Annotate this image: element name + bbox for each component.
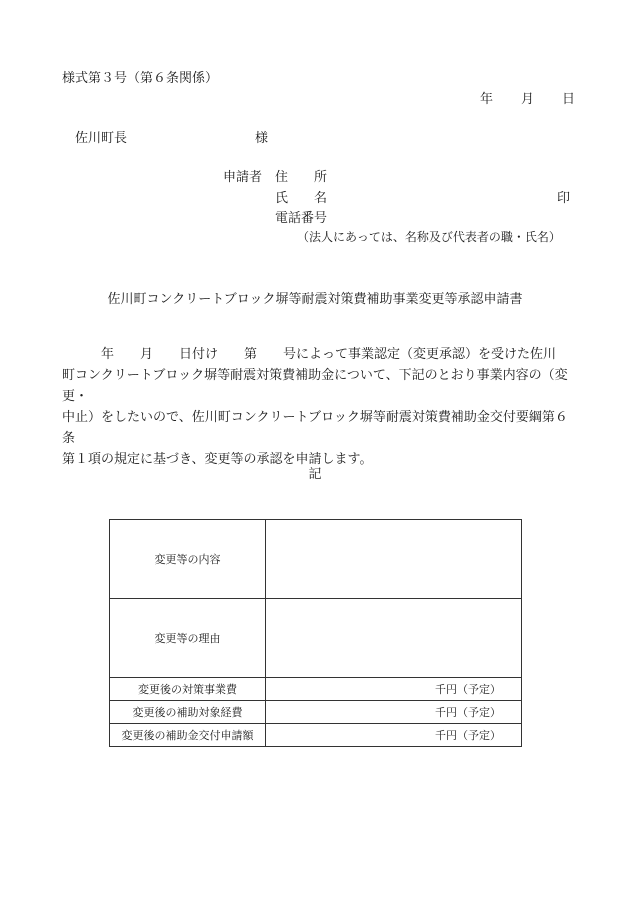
applicant-label: 申請者 [223, 170, 263, 185]
change-details-table [109, 519, 522, 747]
body-paragraph [62, 344, 572, 470]
body-line-1: 年 月 日付け 第 号によって事業認定（変更承認）を受けた佐川 [62, 347, 557, 362]
table-row [110, 678, 522, 701]
table-row [110, 520, 522, 599]
project-cost-value: 千円（予定） [266, 678, 522, 701]
change-reason-cell [266, 599, 522, 678]
body-line-3: 中止）をしたいので、佐川町コンクリートブロック塀等耐震対策費補助金交付要綱第６条 [62, 410, 568, 446]
body-line-4: 第１項の規定に基づき、変更等の承認を申請します。 [62, 452, 373, 467]
addressee-name: 佐川町長 [75, 131, 128, 146]
table-row [110, 599, 522, 678]
ki-heading: 記 [308, 467, 322, 482]
change-content-cell [266, 520, 522, 599]
date-month: 月 [521, 92, 535, 107]
eligible-expense-label: 変更後の補助対象経費 [110, 701, 266, 724]
subsidy-request-label: 変更後の補助金交付申請額 [110, 724, 266, 747]
project-cost-label: 変更後の対策事業費 [110, 678, 266, 701]
date-line [480, 88, 575, 107]
name-label: 氏 名 [275, 191, 328, 206]
document-title: 佐川町コンクリートブロック塀等耐震対策費補助事業変更等承認申請書 [107, 292, 523, 307]
date-day: 日 [562, 92, 576, 107]
table-row [110, 724, 522, 747]
change-content-label: 変更等の内容 [110, 520, 266, 599]
addressee-honorific: 様 [255, 131, 269, 146]
date-year: 年 [480, 92, 494, 107]
eligible-expense-value: 千円（予定） [266, 701, 522, 724]
table-row [110, 701, 522, 724]
corporation-note: （法人にあっては、名称及び代表者の職・氏名） [297, 230, 561, 244]
change-reason-label: 変更等の理由 [110, 599, 266, 678]
seal-mark: 印 [557, 191, 571, 206]
form-number: 様式第３号（第６条関係） [62, 71, 219, 86]
subsidy-request-value: 千円（予定） [266, 724, 522, 747]
phone-label: 電話番号 [275, 211, 328, 226]
address-label: 住 所 [275, 170, 328, 185]
body-line-2: 町コンクリートブロック塀等耐震対策費補助金について、下記のとおり事業内容の（変更・ [62, 368, 568, 404]
